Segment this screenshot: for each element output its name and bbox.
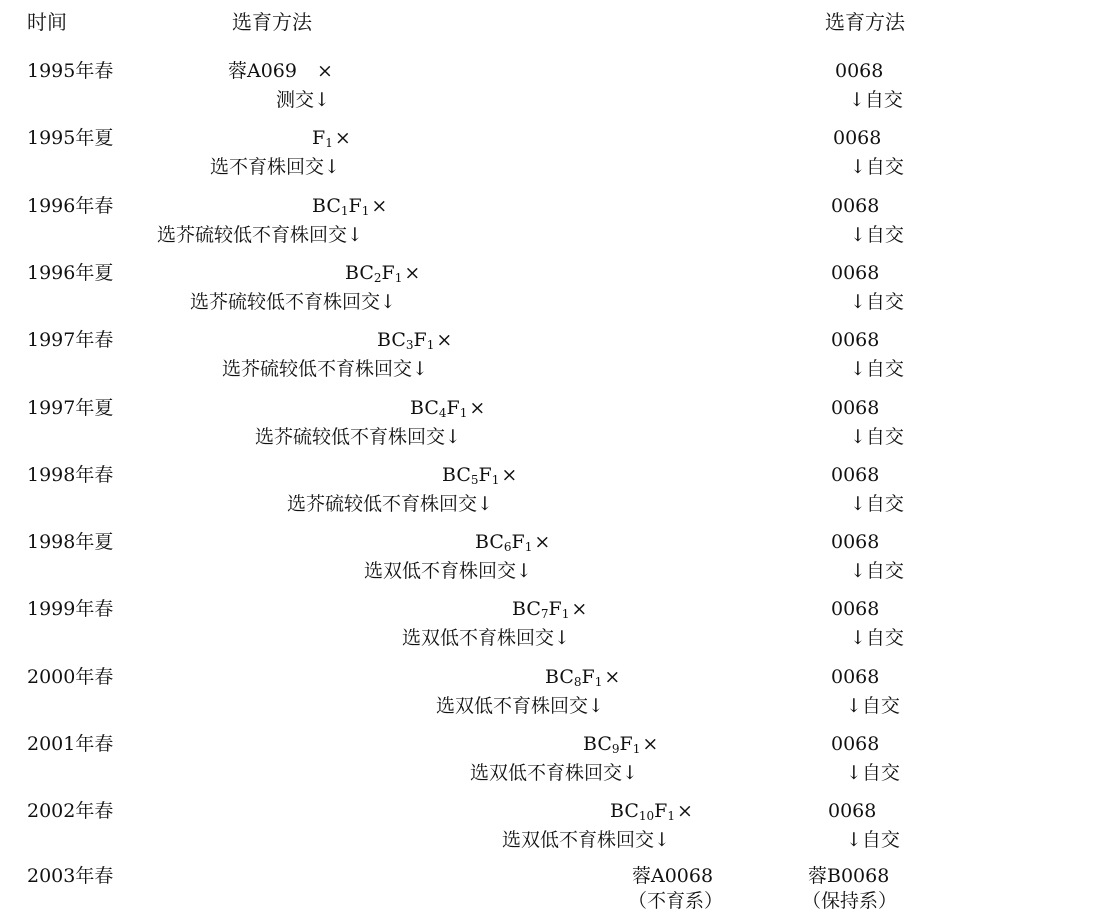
cross-symbol: × bbox=[334, 127, 351, 150]
generation-subscript: 7 bbox=[540, 607, 549, 622]
time-label: 1997年春 bbox=[27, 329, 114, 352]
male-parent: 0068 bbox=[831, 733, 880, 755]
male-parent: 0068 bbox=[831, 598, 880, 621]
parent-name: BC bbox=[312, 194, 341, 217]
filial-label: F bbox=[348, 194, 362, 217]
female-parent bbox=[475, 530, 550, 554]
filial-label: F bbox=[381, 261, 395, 284]
filial-label: F bbox=[654, 800, 668, 823]
time-label: 1996年春 bbox=[27, 194, 114, 217]
cross-symbol: × bbox=[571, 598, 588, 621]
filial-subscript: 1 bbox=[594, 674, 603, 689]
selfing-step: ↓自交 bbox=[850, 223, 904, 246]
time-label: 1998年夏 bbox=[27, 531, 114, 554]
female-parent bbox=[312, 126, 351, 150]
selfing-step: ↓自交 bbox=[846, 829, 900, 852]
generation-subscript: 1 bbox=[340, 203, 349, 218]
female-parent bbox=[410, 396, 485, 420]
filial-subscript: 1 bbox=[394, 270, 403, 285]
filial-subscript: 1 bbox=[491, 472, 500, 487]
selection-step: 选芥硫较低不育株回交↓ bbox=[255, 425, 461, 448]
generation-subscript: 9 bbox=[611, 742, 620, 756]
parent-name: BC bbox=[345, 261, 374, 284]
selection-step: 测交↓ bbox=[276, 89, 330, 111]
method-header-right: 选育方法 bbox=[825, 10, 905, 34]
parent-name: 蓉A069 bbox=[228, 60, 297, 82]
time-label: 2002年春 bbox=[27, 800, 114, 823]
generation-subscript: 1 bbox=[325, 136, 333, 151]
time-label: 1995年夏 bbox=[27, 127, 114, 150]
selection-step: 选双低不育株回交↓ bbox=[402, 627, 570, 650]
generation-subscript: 4 bbox=[438, 405, 447, 420]
female-parent bbox=[228, 59, 333, 83]
filial-label: F bbox=[446, 396, 460, 419]
parent-name: BC bbox=[545, 665, 574, 688]
male-parent: 0068 bbox=[831, 329, 880, 352]
female-parent bbox=[512, 597, 587, 621]
filial-label: F bbox=[581, 665, 595, 688]
female-parent bbox=[312, 194, 387, 218]
time-label: 1996年夏 bbox=[27, 261, 114, 284]
time-label: 1995年春 bbox=[27, 60, 114, 82]
cross-symbol: × bbox=[501, 463, 518, 486]
filial-label: F bbox=[413, 329, 427, 352]
selfing-step: ↓自交 bbox=[849, 89, 903, 111]
parent-name: BC bbox=[610, 800, 639, 823]
female-parent bbox=[545, 665, 620, 689]
selfing-step: ↓自交 bbox=[850, 425, 904, 448]
selection-step: 选双低不育株回交↓ bbox=[364, 560, 532, 583]
sterile-line-name: 蓉A0068 bbox=[632, 865, 714, 887]
generation-subscript: 5 bbox=[470, 472, 479, 487]
female-parent bbox=[442, 463, 517, 487]
selfing-step: ↓自交 bbox=[846, 694, 900, 717]
filial-subscript: 1 bbox=[632, 742, 641, 756]
filial-label: F bbox=[478, 463, 492, 486]
male-parent: 0068 bbox=[831, 194, 880, 217]
male-parent: 0068 bbox=[831, 665, 880, 688]
male-parent: 0068 bbox=[831, 261, 880, 284]
method-header-left: 选育方法 bbox=[232, 10, 312, 34]
cross-symbol: × bbox=[604, 665, 621, 688]
time-label: 2000年春 bbox=[27, 665, 114, 688]
maintainer-line-note: （保持系） bbox=[802, 890, 898, 912]
cross-symbol: × bbox=[534, 531, 551, 554]
selection-step: 选双低不育株回交↓ bbox=[502, 829, 670, 852]
female-parent bbox=[345, 261, 420, 285]
maintainer-line-name: 蓉B0068 bbox=[808, 865, 890, 887]
selection-step: 选双低不育株回交↓ bbox=[436, 694, 604, 717]
sterile-line-note: （不育系） bbox=[628, 890, 724, 912]
selfing-step: ↓自交 bbox=[850, 560, 904, 583]
filial-subscript: 1 bbox=[561, 607, 570, 622]
parent-name: BC bbox=[410, 396, 439, 419]
generation-subscript: 6 bbox=[503, 540, 512, 555]
selfing-step: ↓自交 bbox=[850, 156, 904, 179]
cross-symbol: × bbox=[469, 396, 486, 419]
time-label: 1997年夏 bbox=[27, 396, 114, 419]
selfing-step: ↓自交 bbox=[850, 358, 904, 381]
selection-step: 选不育株回交↓ bbox=[210, 156, 340, 179]
parent-name: BC bbox=[583, 733, 612, 755]
selfing-step: ↓自交 bbox=[850, 492, 904, 515]
time-label: 1999年春 bbox=[27, 598, 114, 621]
generation-subscript: 2 bbox=[373, 270, 382, 285]
cross-symbol: × bbox=[317, 60, 333, 82]
selection-step: 选芥硫较低不育株回交↓ bbox=[190, 290, 396, 313]
male-parent: 0068 bbox=[831, 396, 880, 419]
filial-subscript: 1 bbox=[667, 809, 675, 824]
selfing-step: ↓自交 bbox=[850, 290, 904, 313]
parent-name: BC bbox=[442, 463, 471, 486]
filial-subscript: 1 bbox=[459, 405, 468, 420]
filial-label: F bbox=[511, 531, 525, 554]
selfing-step: ↓自交 bbox=[850, 627, 904, 650]
female-parent bbox=[610, 799, 693, 823]
filial-subscript: 1 bbox=[426, 338, 435, 353]
selection-step: 选芥硫较低不育株回交↓ bbox=[157, 223, 363, 246]
parent-name: BC bbox=[512, 598, 541, 621]
female-parent bbox=[377, 328, 452, 352]
male-parent: 0068 bbox=[831, 531, 880, 554]
final-time: 2003年春 bbox=[27, 865, 114, 887]
cross-symbol: × bbox=[676, 800, 693, 823]
time-label: 2001年春 bbox=[27, 733, 114, 755]
generation-subscript: 3 bbox=[405, 338, 414, 353]
parent-name: BC bbox=[475, 531, 504, 554]
selection-step: 选芥硫较低不育株回交↓ bbox=[287, 492, 493, 515]
filial-label: F bbox=[548, 598, 562, 621]
cross-symbol: × bbox=[642, 733, 659, 755]
selection-step: 选双低不育株回交↓ bbox=[470, 762, 638, 784]
selfing-step: ↓自交 bbox=[846, 762, 900, 784]
parent-name: F bbox=[312, 127, 326, 150]
cross-symbol: × bbox=[404, 261, 421, 284]
parent-name: BC bbox=[377, 329, 406, 352]
time-header: 时间 bbox=[27, 10, 67, 34]
filial-subscript: 1 bbox=[361, 203, 370, 218]
cross-symbol: × bbox=[436, 329, 453, 352]
generation-subscript: 8 bbox=[573, 674, 582, 689]
female-parent bbox=[583, 732, 658, 756]
generation-subscript: 10 bbox=[638, 809, 655, 824]
filial-subscript: 1 bbox=[524, 540, 533, 555]
male-parent: 0068 bbox=[833, 127, 882, 150]
selection-step: 选芥硫较低不育株回交↓ bbox=[222, 358, 428, 381]
cross-symbol: × bbox=[371, 194, 388, 217]
male-parent: 0068 bbox=[835, 60, 884, 82]
time-label: 1998年春 bbox=[27, 463, 114, 486]
male-parent: 0068 bbox=[828, 800, 877, 823]
filial-label: F bbox=[619, 733, 633, 755]
male-parent: 0068 bbox=[831, 463, 880, 486]
